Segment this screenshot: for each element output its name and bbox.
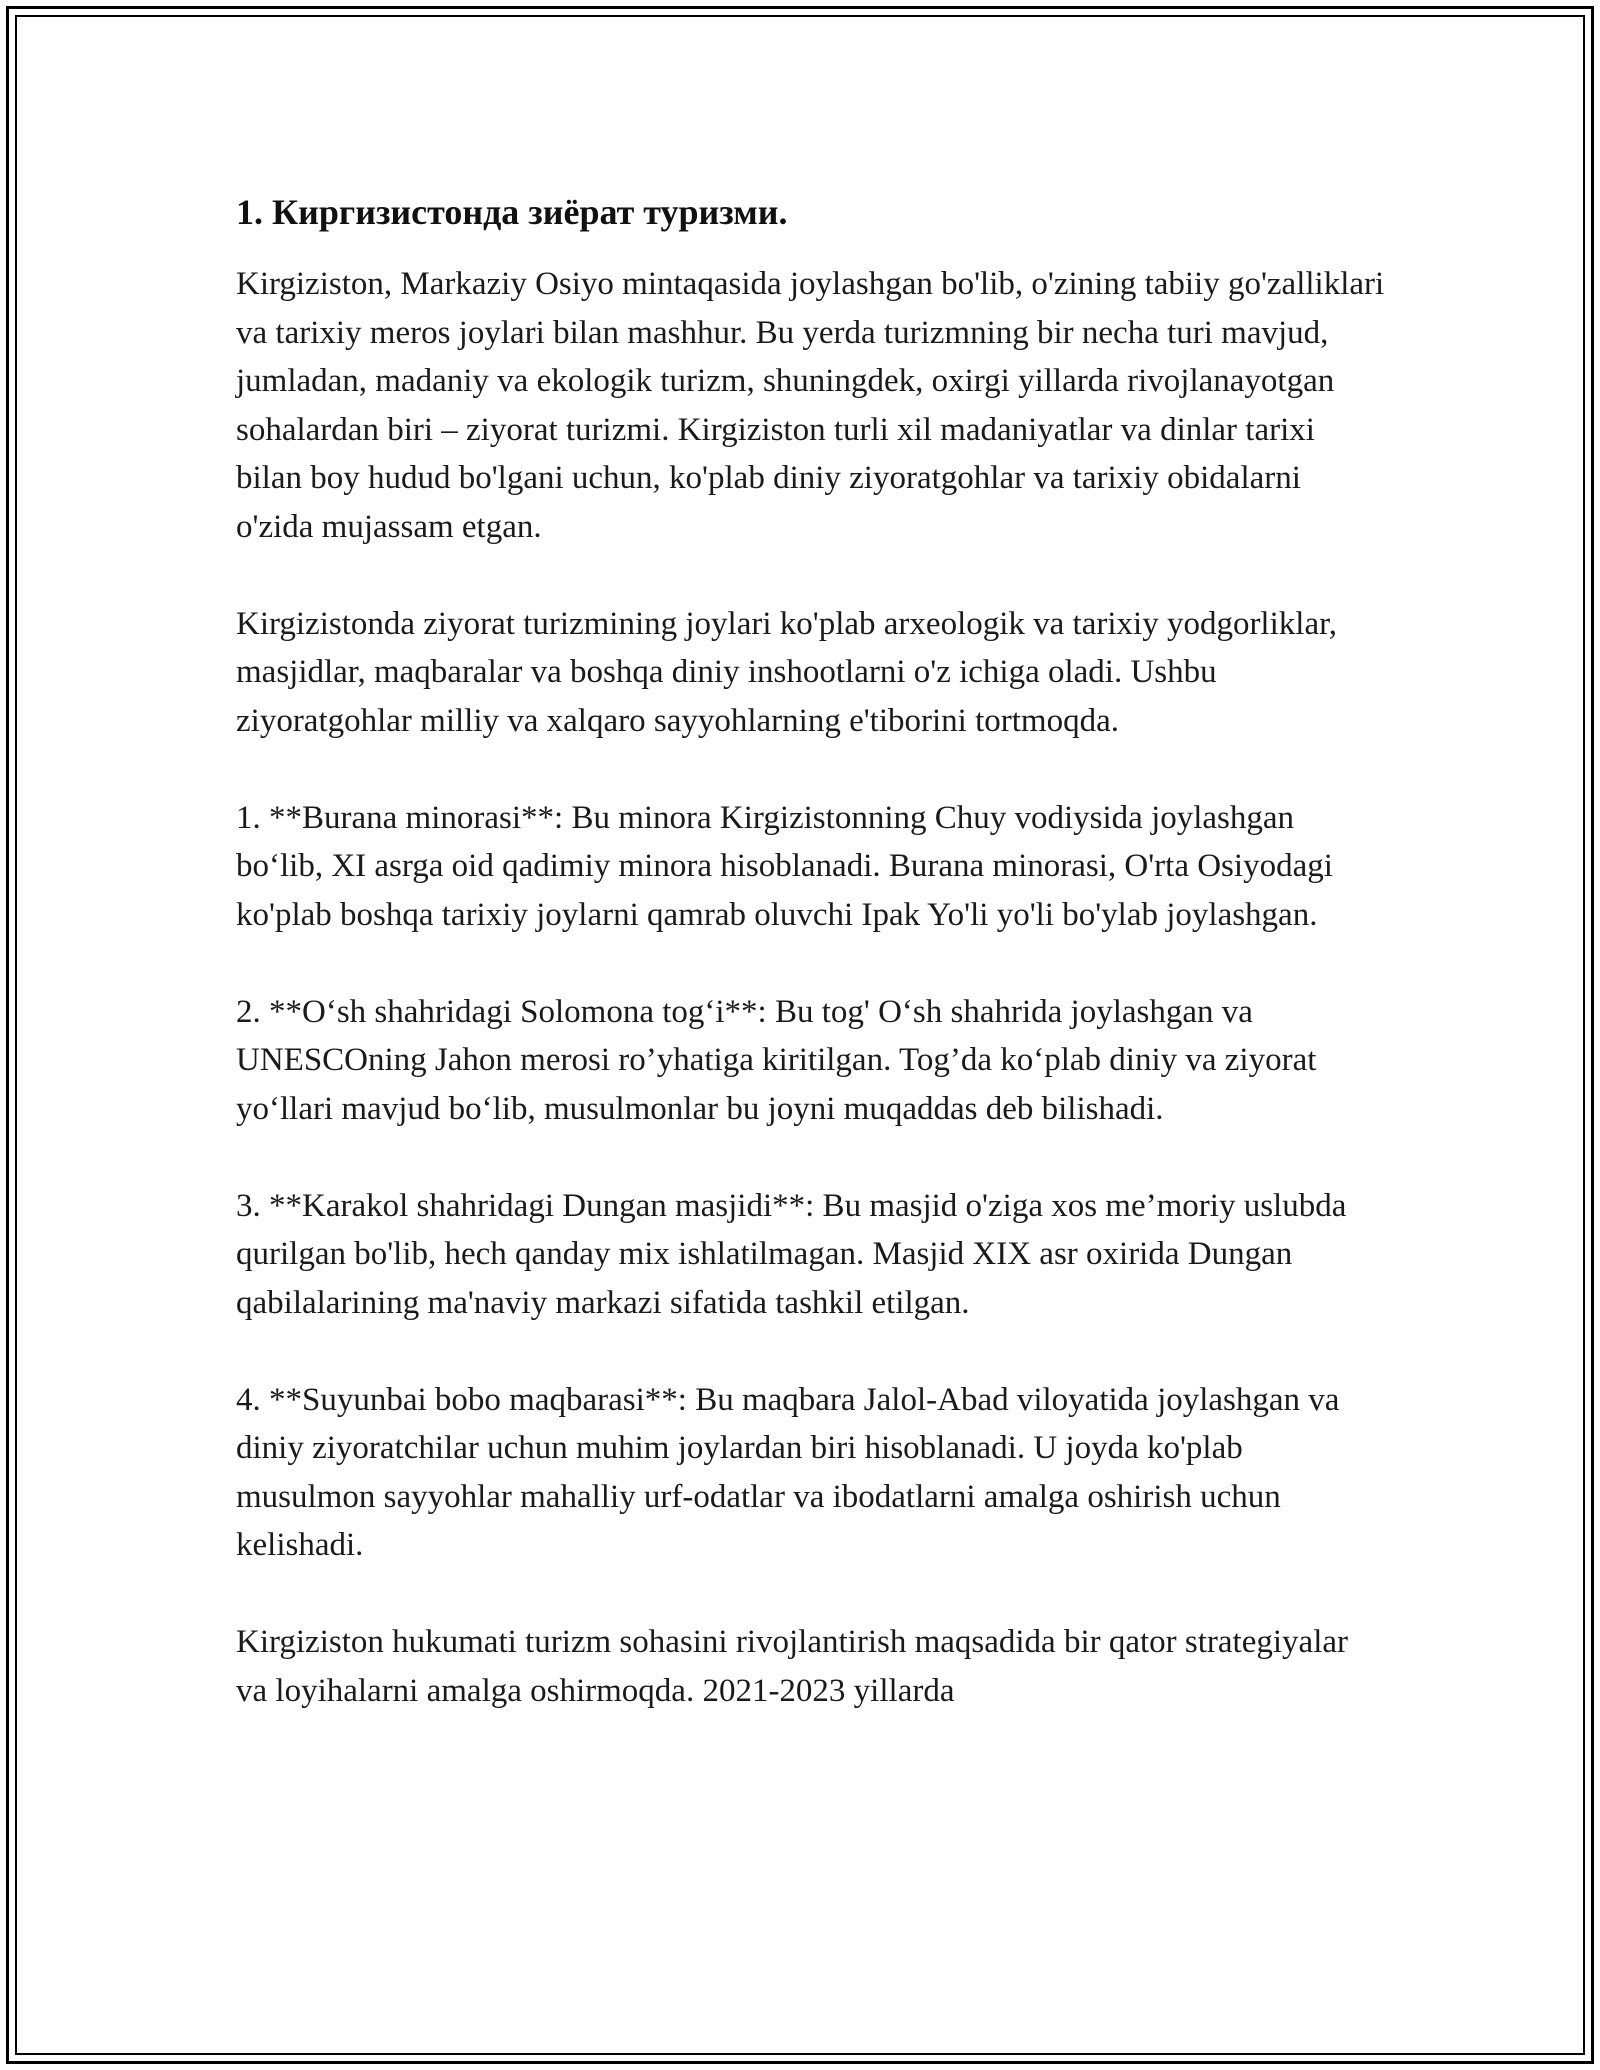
- section-heading: 1. Киргизистонда зиёрат туризми.: [236, 192, 788, 232]
- paragraph-item-suyunbai: 4. **Suyunbai bobo maqbarasi**: Bu maqbara Jalol-Abad viloyatida joylashgan va diniy ziyoratchilar uchun muhim joylardan biri hisoblanadi. U joyda ko'plab musulmon sayyohlar mahalliy urf-odatlar va ibodatlarni amalga oshirish uchun kelishadi.: [236, 1381, 1340, 1563]
- document-body: [236, 188, 1386, 1764]
- paragraph-item-solomon: 2. **O‘sh shahridagi Solomona tog‘i**: Bu tog' O‘sh shahrida joylashgan va UNESCOning Jahon merosi ro’yhatiga kiritilgan. Tog’da ko‘plab diniy va ziyorat yo‘llari mavjud bo‘lib, musulmonlar bu joyni muqaddas deb bilishadi.: [236, 993, 1317, 1127]
- paragraph-sites-overview: Kirgizistonda ziyorat turizmining joylari ko'plab arxeologik va tarixiy yodgorliklar, masjidlar, maqbaralar va boshqa diniy inshootlarni o'z ichiga oladi. Ushbu ziyoratgohlar milliy va xalqaro sayyohlarning e'tiborini tortmoqda.: [236, 605, 1338, 739]
- paragraph-item-burana: 1. **Burana minorasi**: Bu minora Kirgizistonning Chuy vodiysida joylashgan bo‘lib, XI asrga oid qadimiy minora hisoblanadi. Burana minorasi, O'rta Osiyodagi ko'plab boshqa tarixiy joylarni qamrab oluvchi Ipak Yo'li yo'li bo'ylab joylashgan.: [236, 799, 1333, 933]
- paragraph-government: Kirgiziston hukumati turizm sohasini rivojlantirish maqsadida bir qator strategiyalar va loyihalarni amalga oshirmoqda. 2021-2023 yillarda: [236, 1624, 1348, 1709]
- paragraph-intro: Kirgiziston, Markaziy Osiyo mintaqasida joylashgan bo'lib, o'zining tabiiy go'zalliklari va tarixiy meros joylari bilan mashhur. Bu yerda turizmning bir necha turi mavjud, jumladan, madaniy va ekologik turizm, shuningdek, oxirgi yillarda rivojlanayotgan sohalardan biri – ziyorat turizmi. Kirgiziston turli xil madaniyatlar va dinlar tarixi bilan boy hudud bo'lgani uchun, ko'plab diniy ziyoratgohlar va tarixiy obidalarni o'zida mujassam etgan.: [236, 266, 1385, 545]
- paragraph-item-dungan: 3. **Karakol shahridagi Dungan masjidi**: Bu masjid o'ziga xos me’moriy uslubda qurilgan bo'lib, hech qanday mix ishlatilmagan. Masjid XIX asr oxirida Dungan qabilalarining ma'naviy markazi sifatida tashkil etilgan.: [236, 1187, 1347, 1321]
